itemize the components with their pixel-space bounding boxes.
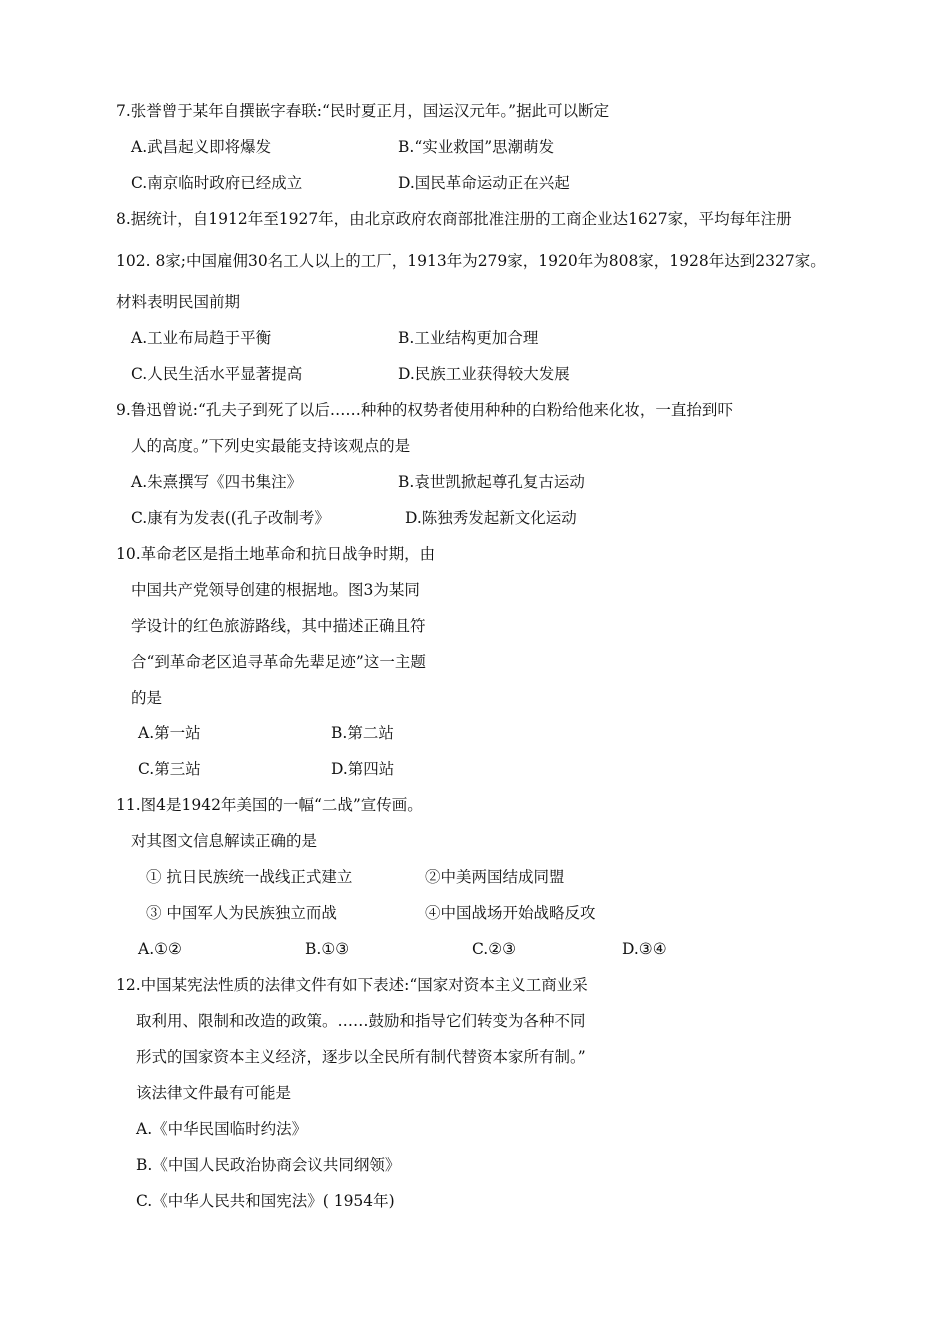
q12-stem-line2: 取利用、限制和改造的政策。……鼓励和指导它们转变为各种不同	[136, 1012, 586, 1030]
q7-stem: 7.张誉曾于某年自撰嵌字春联:“民时夏正月，国运汉元年。”据此可以断定	[116, 102, 610, 120]
q12-stem-line1: 12.中国某宪法性质的法律文件有如下表述:“国家对资本主义工商业采	[116, 976, 588, 994]
q11-statement-4: ④中国战场开始战略反攻	[425, 904, 596, 922]
q9-stem-line2: 人的高度。”下列史实最能支持该观点的是	[131, 437, 411, 455]
q8-option-c: C.人民生活水平显著提高	[131, 365, 303, 383]
q8-option-d: D.民族工业获得较大发展	[398, 365, 570, 383]
q8-stem-line3: 材料表明民国前期	[116, 293, 241, 311]
q11-statement-2: ②中美两国结成同盟	[425, 868, 565, 886]
q7-option-a: A.武昌起义即将爆发	[131, 138, 272, 156]
q10-option-d: D.第四站	[331, 760, 395, 778]
q11-option-a: A.①②	[138, 940, 182, 958]
q8-option-a: A.工业布局趋于平衡	[131, 329, 272, 347]
q12-option-b: B.《中国人民政治协商会议共同纲领》	[136, 1156, 401, 1174]
q11-stem-line2: 对其图文信息解读正确的是	[131, 832, 318, 850]
q10-stem-line1: 10.革命老区是指土地革命和抗日战争时期，由	[116, 545, 436, 563]
q9-option-b: B.袁世凯掀起尊孔复古运动	[398, 473, 585, 491]
q9-option-d: D.陈独秀发起新文化运动	[405, 509, 577, 527]
q10-stem-line5: 的是	[131, 689, 163, 707]
q7-option-c: C.南京临时政府已经成立	[131, 174, 303, 192]
q10-option-b: B.第二站	[331, 724, 394, 742]
q9-stem-line1: 9.鲁迅曾说:“孔夫子到死了以后……种种的权势者使用种种的白粉给他来化妆，一直抬到吓	[116, 401, 733, 419]
q9-option-a: A.朱熹撰写《四书集注》	[131, 473, 303, 491]
q10-option-a: A.第一站	[138, 724, 201, 742]
q11-statement-1: ① 抗日民族统一战线正式建立	[146, 868, 353, 886]
q11-option-d: D.③④	[622, 940, 667, 958]
q7-option-d: D.国民革命运动正在兴起	[398, 174, 570, 192]
q10-stem-line4: 合“到革命老区追寻革命先辈足迹”这一主题	[131, 653, 426, 671]
q11-option-b: B.①③	[305, 940, 350, 958]
q9-option-c: C.康有为发表((孔子改制考》	[131, 509, 330, 527]
q12-option-c: C.《中华人民共和国宪法》( 1954年)	[136, 1192, 395, 1210]
q8-stem-line2: 102. 8家;中国雇佣30名工人以上的工厂，1913年为279家，1920年为808家，1928年达到2327家。	[116, 252, 826, 270]
q11-option-c: C.②③	[472, 940, 517, 958]
q10-option-c: C.第三站	[138, 760, 201, 778]
q8-option-b: B.工业结构更加合理	[398, 329, 539, 347]
q10-stem-line3: 学设计的红色旅游路线，其中描述正确且符	[131, 617, 426, 635]
q12-stem-line4: 该法律文件最有可能是	[136, 1084, 292, 1102]
q12-option-a: A.《中华民国临时约法》	[136, 1120, 308, 1138]
q10-stem-line2: 中国共产党领导创建的根据地。图3为某同	[131, 581, 420, 599]
q7-option-b: B.“实业救国”思潮萌发	[398, 138, 555, 156]
q11-statement-3: ③ 中国军人为民族独立而战	[146, 904, 337, 922]
q11-stem-line1: 11.图4是1942年美国的一幅“二战”宣传画。	[116, 796, 423, 814]
q8-stem-line1: 8.据统计，自1912年至1927年，由北京政府农商部批准注册的工商企业达1627家，平均每年注册	[116, 210, 792, 228]
q12-stem-line3: 形式的国家资本主义经济，逐步以全民所有制代替资本家所有制。”	[136, 1048, 586, 1066]
